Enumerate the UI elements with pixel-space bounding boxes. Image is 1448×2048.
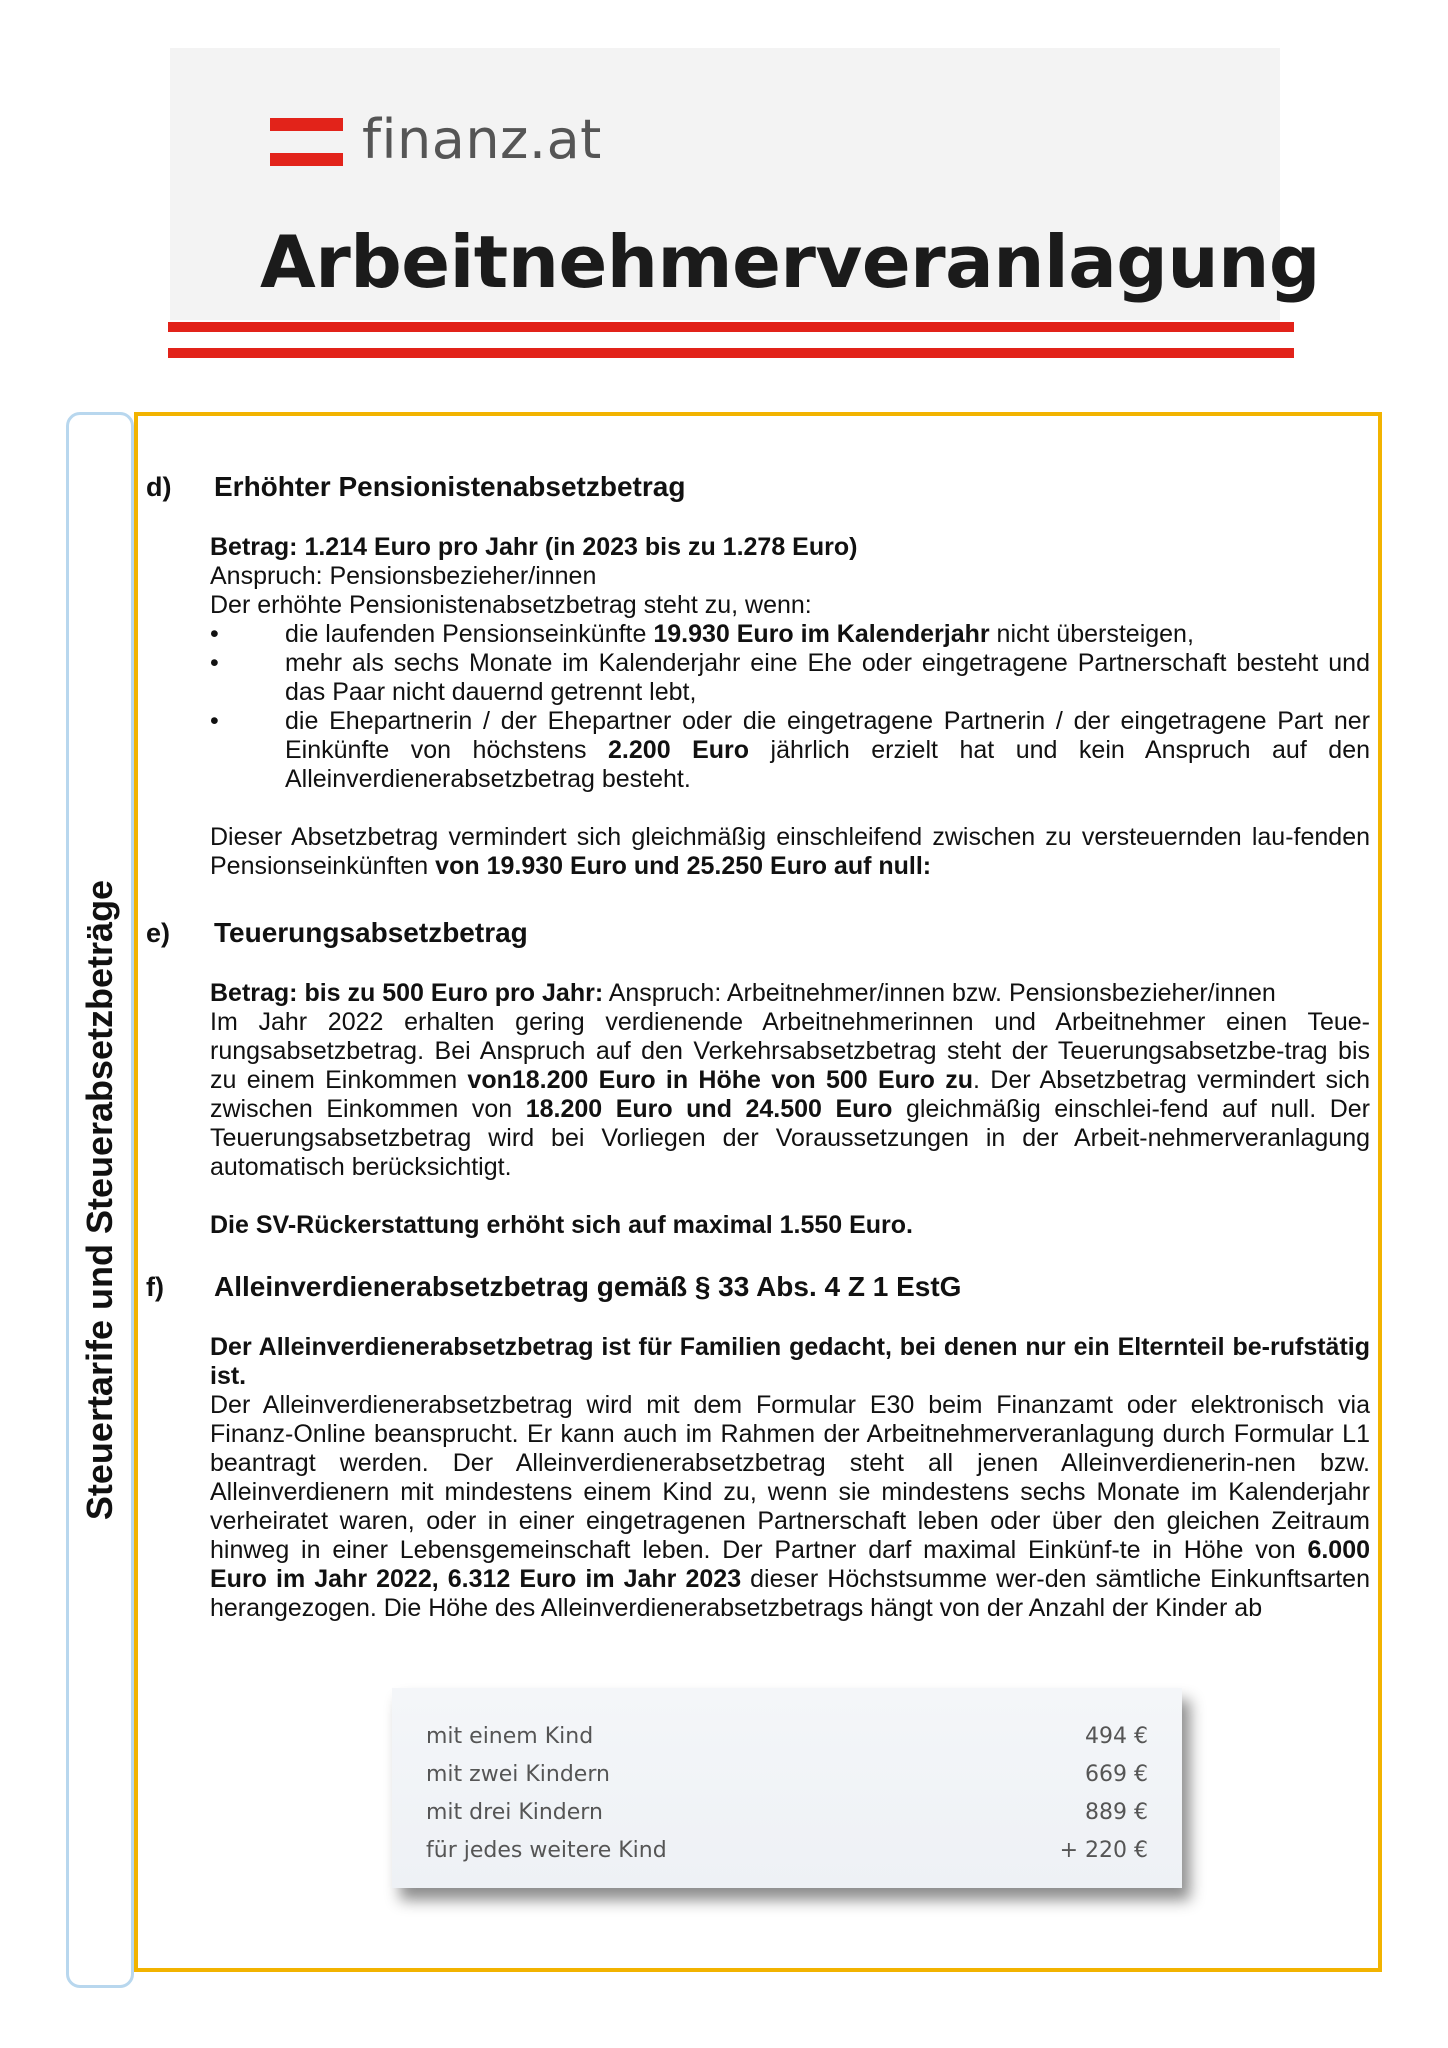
header-banner <box>170 48 1320 320</box>
page-title: Arbeitnehmerveranlagung <box>260 220 1320 304</box>
section-d-claim: Anspruch: Pensionsbezieher/innen <box>210 562 597 590</box>
table-cell-label: mit zwei Kindern <box>426 1762 610 1787</box>
brand-name: finanz.at <box>362 108 602 171</box>
section-d-intro: Der erhöhte Pensionistenabsetzbetrag steht zu, wenn: <box>210 591 812 619</box>
list-item-bold: 2.200 Euro <box>608 736 750 764</box>
section-f-paragraph <box>210 1391 1370 1623</box>
paragraph-text: gleichmäßig einschlei-fend auf null. Der Teuerungsabsetzbetrag wird bei Vorliegen der Voraussetzungen in der Arbeit-nehmerveranlagung automatisch berücksichtigt. <box>210 1095 1370 1181</box>
section-e-amount <box>210 979 1370 1008</box>
section-e-letter: e) <box>146 918 171 948</box>
bullet-icon: • <box>210 649 219 677</box>
paragraph-bold: 18.200 Euro und 24.500 Euro <box>525 1095 893 1123</box>
section-e-paragraph <box>210 1008 1370 1182</box>
table-cell-value: 669 € <box>1085 1762 1148 1787</box>
section-e-note: Die SV-Rückerstattung erhöht sich auf maximal 1.550 Euro. <box>210 1211 913 1239</box>
table-cell-value: 494 € <box>1085 1724 1148 1749</box>
bullet-icon: • <box>210 707 219 735</box>
section-e-body <box>210 979 1370 1240</box>
paragraph-bold: von 19.930 Euro und 25.250 Euro auf null: <box>435 852 932 880</box>
austria-flag-icon <box>270 118 343 166</box>
divider <box>168 322 1294 332</box>
paragraph-text: . Der Absetzbetrag vermindert sich zwischen Einkommen von <box>210 1066 1370 1123</box>
list-item-bold: 19.930 Euro im Kalenderjahr <box>653 620 990 648</box>
section-f-lead: Der Alleinverdienerabsetzbetrag ist für Familien gedacht, bei denen nur ein Elternteil be-rufstätig ist. <box>210 1333 1370 1390</box>
section-d-title: Erhöhter Pensionistenabsetzbetrag <box>214 471 686 502</box>
list-item-text: jährlich erzielt hat und kein Anspruch auf den Alleinverdienerabsetzbetrag besteht. <box>285 736 1370 793</box>
table-cell-value: + 220 € <box>1059 1838 1148 1863</box>
table-cell-label: mit einem Kind <box>426 1724 594 1749</box>
list-item <box>210 620 1370 649</box>
list-item-text: mehr als sechs Monate im Kalenderjahr eine Ehe oder eingetragene Partnerschaft besteht und das Paar nicht dauernd getrennt lebt, <box>285 649 1370 706</box>
list-item-text: die laufenden Pensionseinkünfte <box>285 620 654 648</box>
section-e-title: Teuerungsabsetzbetrag <box>214 917 528 948</box>
amount-text: Anspruch: Arbeitnehmer/innen bzw. Pensionsbezieher/innen <box>603 979 1276 1007</box>
divider <box>168 348 1294 358</box>
section-f-letter: f) <box>146 1272 164 1302</box>
list-item-text: die Ehepartnerin / der Ehepartner oder die eingetragene Partnerin / der eingetragene Part ner Einkünfte von höchstens <box>285 707 1370 764</box>
section-d-letter: d) <box>146 472 172 502</box>
paragraph-text: Dieser Absetzbetrag vermindert sich gleichmäßig einschleifend zwischen zu versteuernden lau-fenden Pensionseinkünften <box>210 823 1370 880</box>
amount-bold: Betrag: bis zu 500 Euro pro Jahr: <box>210 979 604 1007</box>
paragraph-text: Im Jahr 2022 erhalten gering verdienende Arbeitnehmerinnen und Arbeitnehmer einen Teue-rungsabsetzbetrag. Bei Anspruch auf den Verkehrsabsetzbetrag steht der Teuerungsabsetzbe-trag bis zu einem Einkommen <box>210 1008 1370 1094</box>
table-cell-label: für jedes weitere Kind <box>426 1838 667 1863</box>
section-f-title: Alleinverdienerabsetzbetrag gemäß § 33 Abs. 4 Z 1 EstG <box>214 1271 962 1302</box>
side-tab <box>66 412 134 1988</box>
list-item <box>210 707 1370 794</box>
section-d-paragraph <box>210 823 1370 881</box>
list-item-text: nicht übersteigen, <box>989 620 1194 648</box>
paragraph-bold: von18.200 Euro in Höhe von 500 Euro zu <box>467 1066 974 1094</box>
side-tab-label: Steuertarife und Steuerabsetzbeträge <box>79 879 120 1521</box>
section-d-body <box>210 533 1370 881</box>
bullet-icon: • <box>210 620 219 648</box>
paragraph-text: Der Alleinverdienerabsetzbetrag wird mit dem Formular E30 beim Finanzamt oder elektronisch via Finanz-Online beansprucht. Er kann auch im Rahmen der Arbeitnehmerveranlagung durch Formular L1 beantragt werden. Der Alleinverdienerabsetzbetrag steht all jenen Alleinverdienerin-nen bzw. Alleinverdienern mit mindestens einem Kind zu, wenn sie mindestens sechs Monate im Kalenderjahr verheiratet waren, oder in einer eingetragenen Partnerschaft leben oder über den gleichen Zeitraum hinweg in einer Lebensgemeinschaft leben. Der Partner darf maximal Einkünf-te in Höhe von <box>210 1391 1370 1564</box>
table-cell-label: mit drei Kindern <box>426 1800 603 1825</box>
child-amount-table <box>392 1688 1182 1888</box>
table-cell-value: 889 € <box>1085 1800 1148 1825</box>
paragraph-bold: 6.000 Euro im Jahr 2022, 6.312 Euro im Jahr 2023 <box>210 1536 1370 1593</box>
section-f-body <box>210 1333 1370 1623</box>
section-d-amount: Betrag: 1.214 Euro pro Jahr (in 2023 bis zu 1.278 Euro) <box>210 533 858 561</box>
list-item <box>210 649 1370 707</box>
paragraph-text: dieser Höchstsumme wer-den sämtliche Einkunftsarten herangezogen. Die Höhe des Alleinverdienerabsetzbetrags hängt von der Anzahl der Kinder ab <box>210 1565 1370 1622</box>
